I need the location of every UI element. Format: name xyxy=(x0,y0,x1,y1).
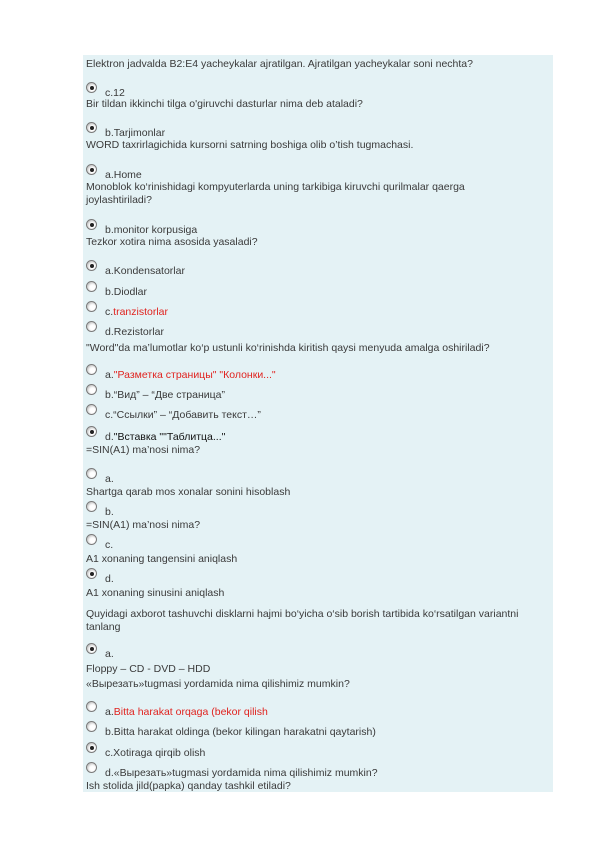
option-label: a. xyxy=(105,473,114,485)
option-answer-highlight: "Разметка страницы" "Колонки..." xyxy=(113,369,276,381)
option-label: b.Bitta harakat oldinga (bekor kilingan harakatni qaytarish) xyxy=(105,726,376,738)
radio-checked-icon[interactable] xyxy=(86,643,97,654)
radio-unchecked-icon[interactable] xyxy=(86,501,97,512)
question-2: Bir tildan ikkinchi tilga o'giruvchi dasturlar nima deb ataladi? xyxy=(86,98,363,110)
option-label: c.“Ссылки” – “Добавить текст…” xyxy=(105,409,261,421)
radio-checked-icon[interactable] xyxy=(86,426,97,437)
radio-unchecked-icon[interactable] xyxy=(86,321,97,332)
option-label: b.monitor korpusiga xyxy=(105,224,198,236)
radio-unchecked-icon[interactable] xyxy=(86,721,97,732)
question-3: WORD taxrirlagichida kursorni satrning boshiga olib o’tish tugmachasi. xyxy=(86,139,414,151)
question-1: Elektron jadvalda B2:E4 yacheykalar ajratilgan. Ajratilgan yacheykalar soni nechta? xyxy=(86,58,473,70)
radio-unchecked-icon[interactable] xyxy=(86,384,97,395)
option-label: c.Xotiraga qirqib olish xyxy=(105,747,206,759)
option-label: d.«Вырезать»tugmasi yordamida nima qilishimiz mumkin? xyxy=(105,767,378,779)
radio-checked-icon[interactable] xyxy=(86,742,97,753)
option-label: b.Diodlar xyxy=(105,286,148,298)
answer-line-d: A1 xonaning sinusini aniqlash xyxy=(86,587,225,599)
option-label: c. xyxy=(105,539,114,551)
radio-unchecked-icon[interactable] xyxy=(86,404,97,415)
option-label: b.Tarjimonlar xyxy=(105,127,166,139)
answer-line-b: =SIN(A1) ma’nosi nima? xyxy=(86,519,201,531)
radio-unchecked-icon[interactable] xyxy=(86,762,97,773)
radio-checked-icon[interactable] xyxy=(86,260,97,271)
option-label: a.Home xyxy=(105,169,142,181)
option-answer-highlight: Bitta harakat orqaga (bekor qilish xyxy=(113,706,268,718)
question-6: "Word"da ma’lumotlar ko‘p ustunli ko‘rinishda kiritish qaysi menyuda amalga oshiriladi? xyxy=(86,342,490,354)
radio-checked-icon[interactable] xyxy=(86,568,97,579)
radio-checked-icon[interactable] xyxy=(86,164,97,175)
question-4: Monoblok ko‘rinishidagi kompyuterlarda uning tarkibiga kiruvchi qurilmalar qaerga joylashtiriladi? xyxy=(86,181,465,206)
option-letter: a. xyxy=(105,706,114,718)
radio-checked-icon[interactable] xyxy=(86,122,97,133)
radio-unchecked-icon[interactable] xyxy=(86,364,97,375)
option-answer-highlight: tranzistorlar xyxy=(113,306,169,318)
question-8: Quyidagi axborot tashuvchi disklarni hajmi bo‘yicha o‘sib borish tartibida ko‘rsatilgan variantni tanlang xyxy=(86,608,519,633)
radio-unchecked-icon[interactable] xyxy=(86,468,97,479)
option-answer-text: "Вставка ""Таблитца..." xyxy=(113,431,226,443)
radio-checked-icon[interactable] xyxy=(86,82,97,93)
option-label: a. xyxy=(105,648,114,660)
radio-unchecked-icon[interactable] xyxy=(86,281,97,292)
option-label: d. xyxy=(105,573,114,585)
option-label: a.Kondensatorlar xyxy=(105,265,185,277)
option-letter: d. xyxy=(105,431,114,443)
option-label: b.“Вид” – “Две страница” xyxy=(105,389,225,401)
answer-line-c: A1 xonaning tangensini aniqlash xyxy=(86,553,238,565)
option-label: d.Rezistorlar xyxy=(105,326,164,338)
option-letter: a. xyxy=(105,369,114,381)
option-label: c.12 xyxy=(105,87,125,99)
question-9: «Вырезать»tugmasi yordamida nima qilishimiz mumkin? xyxy=(86,678,350,690)
option-label: b. xyxy=(105,506,114,518)
radio-checked-icon[interactable] xyxy=(86,219,97,230)
question-10: Ish stolida jild(papka) qanday tashkil etiladi? xyxy=(86,780,291,792)
question-5: Tezkor xotira nima asosida yasaladi? xyxy=(86,236,258,248)
answer-line-a: Shartga qarab mos xonalar sonini hisoblash xyxy=(86,486,291,498)
question-7: =SIN(A1) ma’nosi nima? xyxy=(86,444,201,456)
answer-line: Floppy – CD - DVD – HDD xyxy=(86,663,211,675)
option-letter: c. xyxy=(105,306,114,318)
radio-unchecked-icon[interactable] xyxy=(86,301,97,312)
radio-unchecked-icon[interactable] xyxy=(86,701,97,712)
radio-unchecked-icon[interactable] xyxy=(86,534,97,545)
